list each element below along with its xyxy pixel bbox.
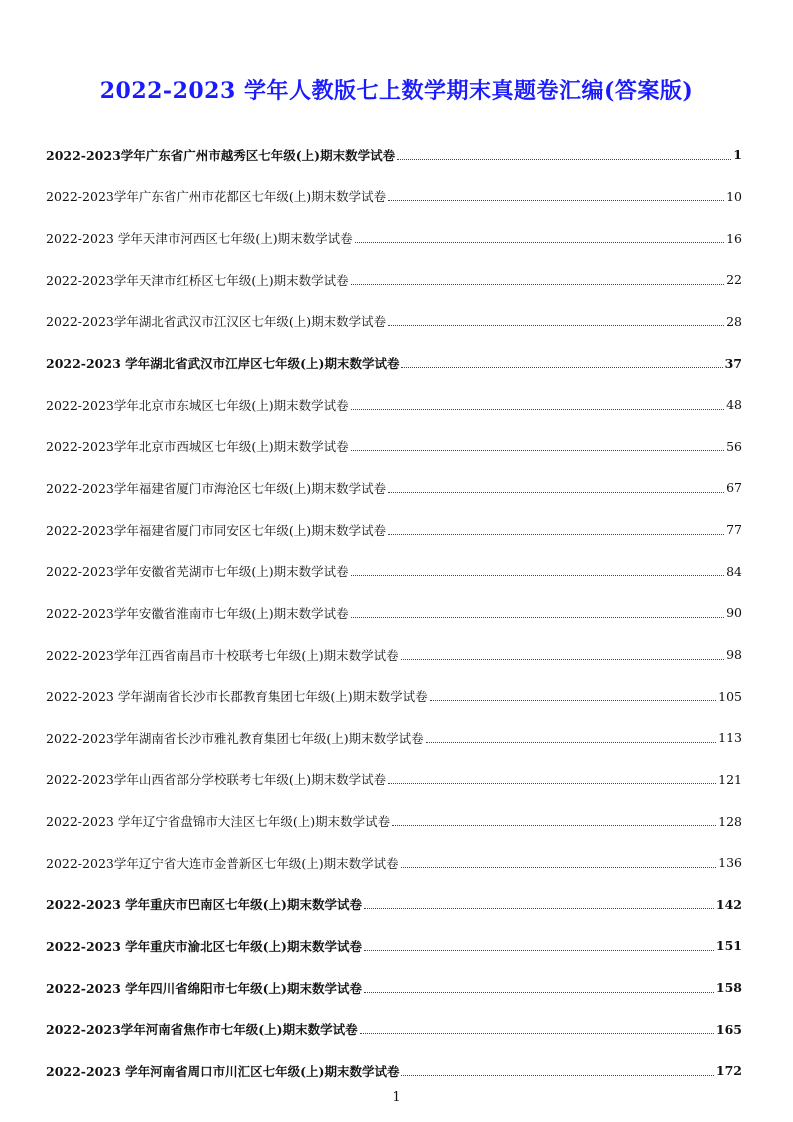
- toc-entry-title: 2022-2023学年安徽省淮南市七年级(上)期末数学试卷: [46, 605, 349, 621]
- toc-entry[interactable]: [46, 301, 742, 343]
- table-of-contents: [46, 134, 742, 1092]
- toc-dot-leader: [430, 699, 717, 701]
- toc-dot-leader: [388, 324, 724, 326]
- toc-entry-title: 2022-2023 学年湖北省武汉市江岸区七年级(上)期末数学试卷: [46, 356, 400, 372]
- toc-entry-page: 98: [726, 647, 742, 662]
- toc-dot-leader: [388, 491, 724, 493]
- toc-entry-title: 2022-2023 学年辽宁省盘锦市大洼区七年级(上)期末数学试卷: [46, 814, 391, 830]
- toc-entry-page: 48: [726, 397, 742, 413]
- toc-entry[interactable]: [46, 675, 742, 717]
- toc-entry[interactable]: [46, 550, 742, 592]
- toc-entry[interactable]: [46, 1008, 742, 1050]
- toc-dot-leader: [388, 782, 716, 784]
- toc-entry-page: 90: [726, 605, 742, 621]
- toc-entry-title: 2022-2023学年广东省广州市越秀区七年级(上)期末数学试卷: [46, 147, 396, 163]
- toc-entry-page: 1: [733, 147, 742, 163]
- toc-entry[interactable]: [46, 717, 742, 759]
- toc-entry-title: 2022-2023学年福建省厦门市同安区七年级(上)期末数学试卷: [46, 522, 387, 538]
- toc-dot-leader: [388, 533, 724, 535]
- toc-dot-leader: [401, 366, 722, 368]
- toc-dot-leader: [355, 241, 725, 243]
- toc-entry-page: 56: [726, 438, 742, 454]
- toc-entry-page: 128: [718, 813, 742, 829]
- toc-entry[interactable]: [46, 592, 742, 634]
- toc-entry-page: 136: [718, 855, 742, 871]
- toc-dot-leader: [401, 658, 724, 660]
- toc-entry-title: 2022-2023 学年湖南省长沙市长郡教育集团七年级(上)期末数学试卷: [46, 689, 428, 705]
- toc-dot-leader: [392, 824, 716, 826]
- toc-entry-page: 121: [718, 771, 742, 787]
- toc-entry-page: 165: [715, 1021, 742, 1037]
- page-number: 1: [392, 1090, 401, 1105]
- toc-entry[interactable]: [46, 925, 742, 967]
- toc-entry[interactable]: [46, 634, 742, 676]
- toc-entry-title: 2022-2023学年北京市东城区七年级(上)期末数学试卷: [46, 397, 349, 413]
- toc-entry-page: 10: [726, 188, 742, 204]
- toc-entry-title: 2022-2023学年北京市西城区七年级(上)期末数学试卷: [46, 439, 349, 455]
- toc-entry-title: 2022-2023 学年重庆市巴南区七年级(上)期末数学试卷: [46, 897, 362, 913]
- toc-entry-page: 77: [726, 522, 742, 538]
- toc-entry-page: 16: [726, 230, 742, 246]
- toc-dot-leader: [397, 158, 731, 160]
- toc-entry-page: 151: [715, 938, 742, 954]
- toc-dot-leader: [351, 449, 724, 451]
- toc-entry-title: 2022-2023 学年天津市河西区七年级(上)期末数学试卷: [46, 231, 353, 247]
- toc-entry-page: 142: [715, 896, 742, 912]
- toc-dot-leader: [364, 907, 714, 909]
- toc-entry-page: 84: [726, 563, 742, 579]
- toc-entry-page: 37: [724, 355, 742, 371]
- toc-dot-leader: [426, 741, 717, 743]
- toc-entry-page: 158: [715, 980, 742, 996]
- toc-entry[interactable]: [46, 1050, 742, 1092]
- toc-entry-title: 2022-2023学年湖北省武汉市江汉区七年级(上)期末数学试卷: [46, 314, 387, 330]
- toc-entry-title: 2022-2023学年安徽省芜湖市七年级(上)期末数学试卷: [46, 564, 349, 580]
- toc-entry[interactable]: [46, 217, 742, 259]
- toc-dot-leader: [351, 574, 724, 576]
- toc-entry-title: 2022-2023 学年重庆市渝北区七年级(上)期末数学试卷: [46, 938, 362, 954]
- document-title: 2022-2023 学年人教版七上数学期末真题卷汇编(答案版): [99, 78, 694, 104]
- toc-entry-title: 2022-2023学年辽宁省大连市金普新区七年级(上)期末数学试卷: [46, 855, 399, 871]
- toc-entry-page: 172: [715, 1063, 742, 1079]
- toc-entry[interactable]: [46, 467, 742, 509]
- toc-entry-title: 2022-2023 学年河南省周口市川汇区七年级(上)期末数学试卷: [46, 1063, 400, 1079]
- toc-dot-leader: [364, 949, 714, 951]
- toc-entry[interactable]: [46, 259, 742, 301]
- toc-entry[interactable]: [46, 425, 742, 467]
- toc-entry-title: 2022-2023 学年四川省绵阳市七年级(上)期末数学试卷: [46, 980, 362, 996]
- toc-entry[interactable]: [46, 884, 742, 926]
- toc-entry-title: 2022-2023学年河南省焦作市七年级(上)期末数学试卷: [46, 1022, 358, 1038]
- toc-entry[interactable]: [46, 176, 742, 218]
- toc-entry[interactable]: [46, 800, 742, 842]
- toc-entry-title: 2022-2023学年湖南省长沙市雅礼教育集团七年级(上)期末数学试卷: [46, 730, 424, 746]
- toc-entry-title: 2022-2023学年天津市红桥区七年级(上)期末数学试卷: [46, 272, 349, 288]
- toc-entry-page: 22: [726, 272, 742, 288]
- toc-dot-leader: [351, 408, 724, 410]
- toc-dot-leader: [401, 866, 717, 868]
- toc-entry-page: 113: [718, 730, 742, 746]
- toc-dot-leader: [401, 1074, 713, 1076]
- toc-entry-page: 28: [726, 313, 742, 329]
- toc-entry[interactable]: [46, 134, 742, 176]
- toc-dot-leader: [351, 283, 724, 285]
- toc-entry-title: 2022-2023学年福建省厦门市海沧区七年级(上)期末数学试卷: [46, 480, 387, 496]
- toc-entry[interactable]: [46, 759, 742, 801]
- toc-dot-leader: [351, 616, 724, 618]
- toc-dot-leader: [388, 199, 724, 201]
- toc-entry[interactable]: [46, 342, 742, 384]
- toc-entry-page: 67: [726, 480, 742, 496]
- toc-dot-leader: [364, 991, 714, 993]
- toc-entry[interactable]: [46, 384, 742, 426]
- toc-dot-leader: [360, 1032, 714, 1034]
- toc-entry[interactable]: [46, 967, 742, 1009]
- toc-entry-page: 105: [718, 688, 742, 704]
- toc-entry[interactable]: [46, 842, 742, 884]
- toc-entry[interactable]: [46, 509, 742, 551]
- toc-entry-title: 2022-2023学年山西省部分学校联考七年级(上)期末数学试卷: [46, 772, 387, 788]
- toc-entry-title: 2022-2023学年江西省南昌市十校联考七年级(上)期末数学试卷: [46, 647, 399, 663]
- toc-entry-title: 2022-2023学年广东省广州市花都区七年级(上)期末数学试卷: [46, 189, 387, 205]
